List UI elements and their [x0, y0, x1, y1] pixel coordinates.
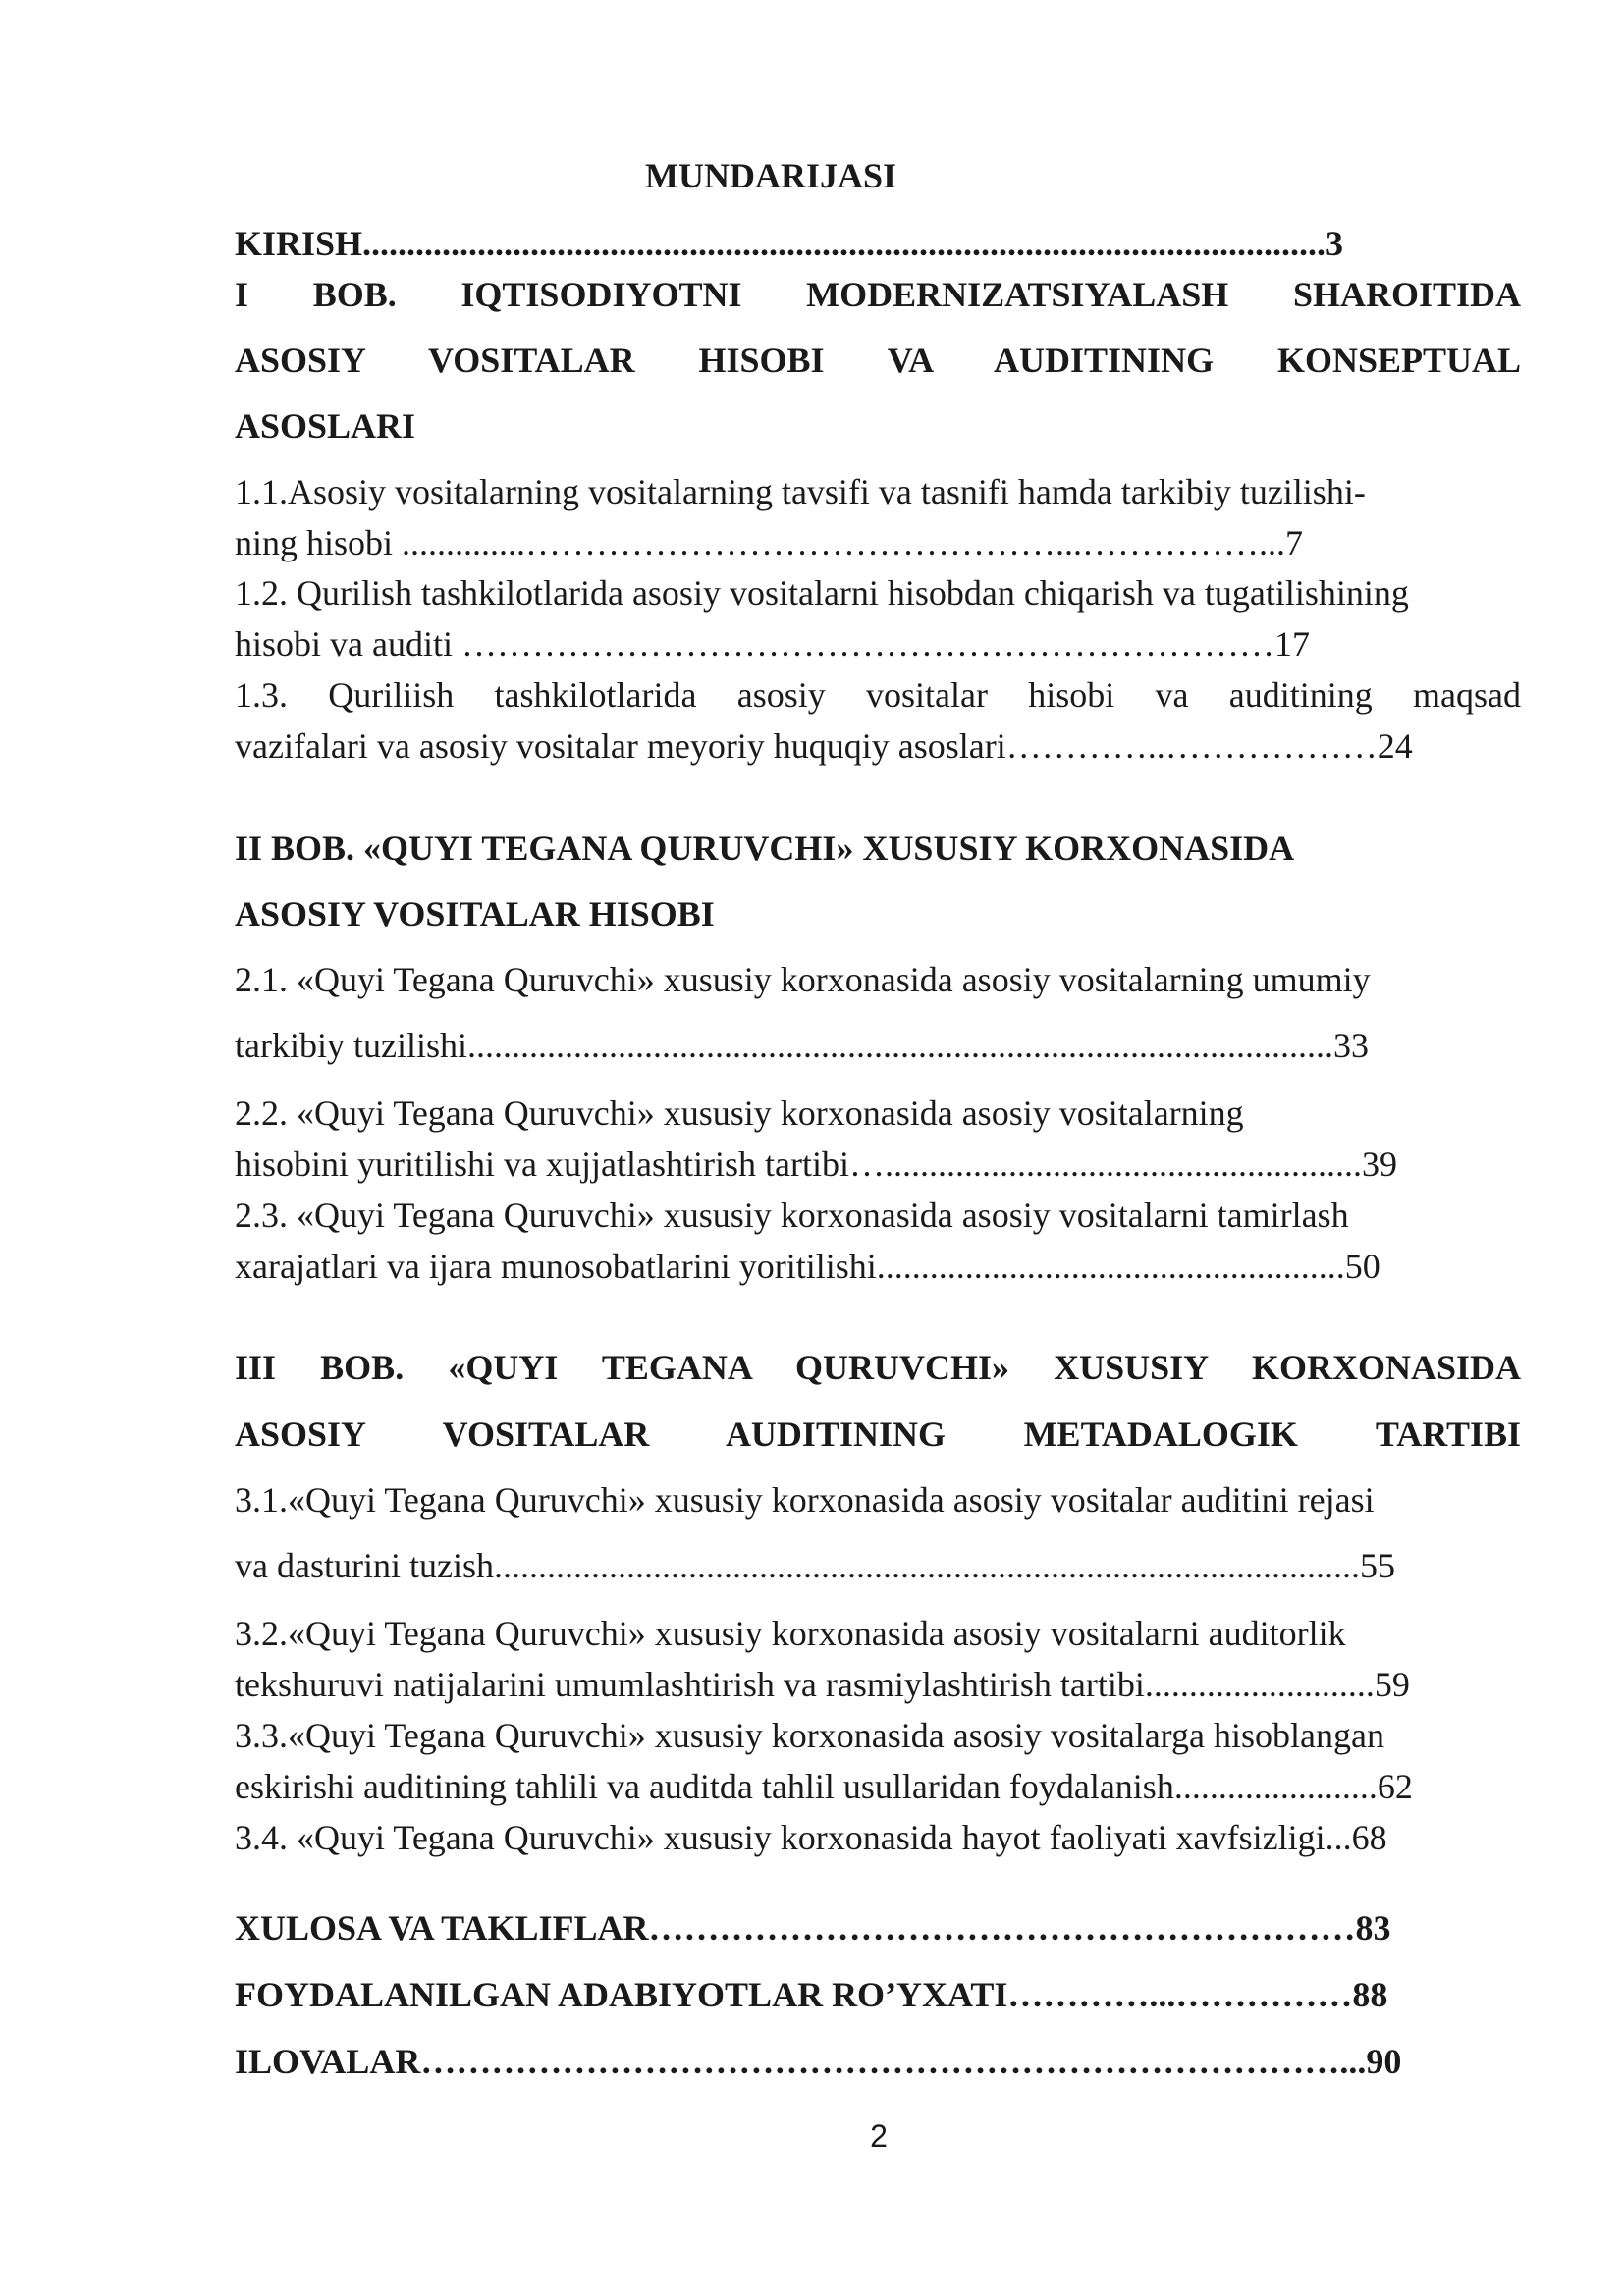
toc-title: MUNDARIJASI [644, 156, 896, 195]
toc-entry-1-3-line-1: 1.3. Quriliish tashkilotlarida asosiy vositalar hisobi va auditining maqsad [235, 675, 1521, 715]
toc-chapter-1-title-line-2: ASOSIY VOSITALAR HISOBI VA AUDITINING KONSEPTUAL [235, 341, 1521, 380]
toc-entry-2-2-line-1: 2.2. «Quyi Tegana Quruvchi» xususiy korxonasida asosiy vositalarning [235, 1094, 1244, 1133]
toc-entry-3-3-line-2: eskirishi auditining tahlili va auditda tahlil usullaridan foydalanish.......................62 [235, 1767, 1413, 1806]
toc-entry-3-1-line-1: 3.1.«Quyi Tegana Quruvchi» xususiy korxonasida asosiy vositalar auditini rejasi [235, 1480, 1375, 1520]
toc-entry-kirish: KIRISH.............................................................................................................3 [235, 224, 1344, 263]
toc-entry-1-2-line-1: 1.2. Qurilish tashkilotlarida asosiy vositalarni hisobdan chiqarish va tugatilishining [235, 573, 1409, 613]
toc-entry-1-2-line-2: hisobi va auditi ……………………………………………………………17 [235, 624, 1310, 664]
toc-entry-1-1-line-1: 1.1.Asosiy vositalarning vositalarning tavsifi va tasnifi hamda tarkibiy tuzilishi- [235, 472, 1366, 511]
toc-chapter-1-title-line-1: I BOB. IQTISODIYOTNI MODERNIZATSIYALASH SHAROITIDA [235, 275, 1521, 314]
toc-entry-3-3-line-1: 3.3.«Quyi Tegana Quruvchi» xususiy korxonasida asosiy vositalarga hisoblangan [235, 1716, 1384, 1755]
toc-chapter-3-title-line-2: ASOSIY VOSITALAR AUDITINING METADALOGIK TARTIBI [235, 1415, 1521, 1454]
toc-chapter-2-title-line-2: ASOSIY VOSITALAR HISOBI [235, 894, 715, 934]
toc-entry-3-4: 3.4. «Quyi Tegana Quruvchi» xususiy korxonasida hayot faoliyati xavfsizligi...68 [235, 1818, 1387, 1857]
toc-chapter-2-title-line-1: II BOB. «QUYI TEGANA QURUVCHI» XUSUSIY KORXONASIDA [235, 828, 1295, 868]
toc-entry-3-2-line-2: tekshuruvi natijalarini umumlashtirish va rasmiylashtirish tartibi..........................59 [235, 1665, 1410, 1704]
page-number: 2 [870, 2118, 888, 2154]
toc-entry-appendices: ILOVALAR……………………………………………………………………...90 [235, 2042, 1402, 2081]
toc-chapter-3-title-line-1: III BOB. «QUYI TEGANA QURUVCHI» XUSUSIY KORXONASIDA [235, 1348, 1521, 1387]
toc-entry-references: FOYDALANILGAN ADABIYOTLAR RO’YXATI…………...……………88 [235, 1975, 1388, 2014]
toc-entry-2-1-line-1: 2.1. «Quyi Tegana Quruvchi» xususiy korxonasida asosiy vositalarning umumiy [235, 960, 1371, 999]
toc-entry-3-2-line-1: 3.2.«Quyi Tegana Quruvchi» xususiy korxonasida asosiy vositalarni auditorlik [235, 1614, 1346, 1653]
toc-entry-1-1-line-2: ning hisobi ..............………………………………………...……………...7 [235, 523, 1304, 562]
toc-entry-2-3-line-2: xarajatlari va ijara munosobatlarini yoritilishi.....................................................50 [235, 1247, 1380, 1286]
toc-entry-2-3-line-1: 2.3. «Quyi Tegana Quruvchi» xususiy korxonasida asosiy vositalarni tamirlash [235, 1196, 1349, 1235]
toc-entry-3-1-line-2: va dasturini tuzish..................................................................................................55 [235, 1546, 1395, 1585]
toc-chapter-1-title-line-3: ASOSLARI [235, 406, 416, 446]
toc-entry-1-3-line-2: vazifalari va asosiy vositalar meyoriy huquqiy asoslari…………..………………24 [235, 726, 1413, 766]
toc-entry-2-2-line-2: hisobini yuritilishi va xujjatlashtirish tartibi…......................................................39 [235, 1145, 1397, 1184]
toc-entry-conclusion: XULOSA VA TAKLIFLAR……………………………………………………83 [235, 1908, 1391, 1948]
toc-entry-2-1-line-2: tarkibiy tuzilishi..................................................................................................33 [235, 1026, 1369, 1065]
